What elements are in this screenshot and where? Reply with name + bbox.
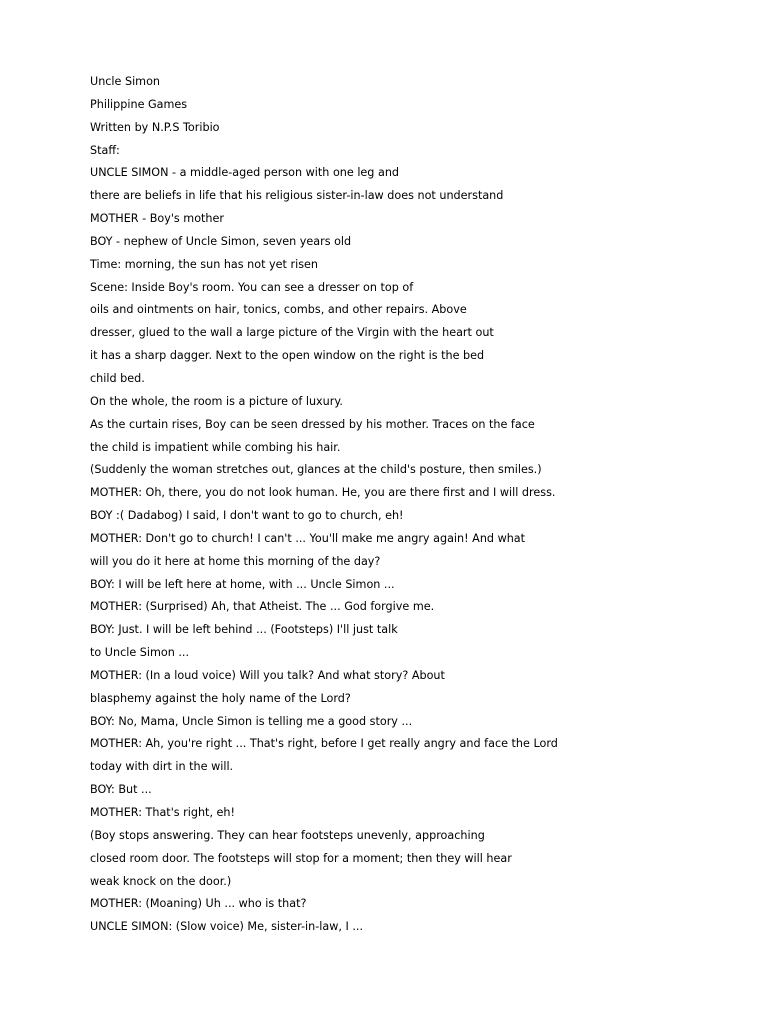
text-line: today with dirt in the will. bbox=[90, 760, 234, 774]
text-line: Staff: bbox=[90, 143, 120, 157]
text-line: BOY :( Dadabog) I said, I don't want to go to church, eh! bbox=[90, 509, 404, 523]
text-line: dresser, glued to the wall a large picture of the Virgin with the heart out bbox=[90, 326, 494, 340]
text-line: On the whole, the room is a picture of luxury. bbox=[90, 394, 343, 408]
text-line: oils and ointments on hair, tonics, combs, and other repairs. Above bbox=[90, 303, 467, 317]
text-line: BOY - nephew of Uncle Simon, seven years old bbox=[90, 234, 352, 248]
text-line: child bed. bbox=[90, 371, 145, 385]
text-line: Time: morning, the sun has not yet risen bbox=[90, 257, 318, 271]
text-line: MOTHER: Ah, you're right ... That's right, before I get really angry and face the Lord bbox=[90, 737, 558, 751]
text-line: closed room door. The footsteps will stop for a moment; then they will hear bbox=[90, 851, 512, 865]
text-line: UNCLE SIMON: (Slow voice) Me, sister-in-law, I ... bbox=[90, 920, 364, 934]
text-line: it has a sharp dagger. Next to the open window on the right is the bed bbox=[90, 349, 485, 363]
text-line: BOY: I will be left here at home, with ... Uncle Simon ... bbox=[90, 577, 395, 591]
text-line: MOTHER: (In a loud voice) Will you talk? And what story? About bbox=[90, 668, 445, 682]
text-line: MOTHER - Boy's mother bbox=[90, 212, 224, 226]
text-line: BOY: Just. I will be left behind ... (Footsteps) I'll just talk bbox=[90, 623, 398, 637]
text-line: Philippine Games bbox=[90, 97, 188, 111]
text-line: BOY: No, Mama, Uncle Simon is telling me a good story ... bbox=[90, 714, 413, 728]
text-line: BOY: But ... bbox=[90, 783, 152, 797]
text-line: the child is impatient while combing his hair. bbox=[90, 440, 341, 454]
text-line: (Boy stops answering. They can hear footsteps unevenly, approaching bbox=[90, 828, 485, 842]
text-line: there are beliefs in life that his religious sister-in-law does not understand bbox=[90, 189, 504, 203]
text-line: Written by N.P.S Toribio bbox=[90, 120, 220, 134]
text-line: MOTHER: (Moaning) Uh ... who is that? bbox=[90, 897, 307, 911]
document-page bbox=[90, 71, 730, 939]
text-line: blasphemy against the holy name of the Lord? bbox=[90, 691, 351, 705]
text-line: MOTHER: (Surprised) Ah, that Atheist. The ... God forgive me. bbox=[90, 600, 435, 614]
text-line: As the curtain rises, Boy can be seen dressed by his mother. Traces on the face bbox=[90, 417, 535, 431]
text-line: MOTHER: That's right, eh! bbox=[90, 806, 236, 819]
text-line: MOTHER: Don't go to church! I can't ... You'll make me angry again! And what bbox=[90, 531, 526, 545]
text-line: Scene: Inside Boy's room. You can see a dresser on top of bbox=[90, 280, 414, 294]
text-line: will you do it here at home this morning of the day? bbox=[90, 554, 381, 568]
document-title: Uncle Simon bbox=[90, 75, 161, 88]
text-line: (Suddenly the woman stretches out, glances at the child's posture, then smiles.) bbox=[90, 463, 542, 477]
text-line: UNCLE SIMON - a middle-aged person with one leg and bbox=[90, 166, 400, 180]
text-line: to Uncle Simon ... bbox=[90, 646, 190, 660]
text-line: MOTHER: Oh, there, you do not look human. He, you are there first and I will dress. bbox=[90, 486, 556, 500]
text-line: weak knock on the door.) bbox=[90, 874, 232, 888]
